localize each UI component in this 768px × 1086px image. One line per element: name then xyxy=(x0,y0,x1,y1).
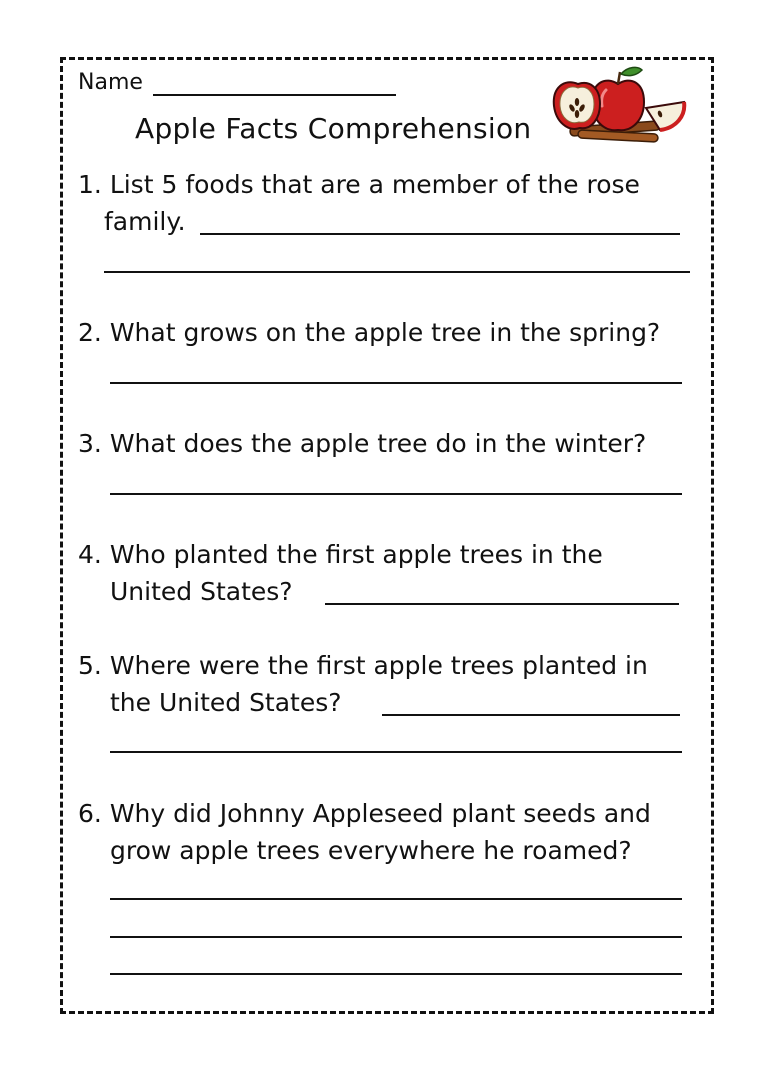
question-text: List 5 foods that are a member of the rose xyxy=(109,170,640,199)
question-text: Who planted the first apple trees in the xyxy=(109,540,603,569)
answer-line[interactable] xyxy=(200,233,680,235)
question-number: 5. xyxy=(78,651,102,680)
question-4 xyxy=(78,540,603,569)
question-text: What grows on the apple tree in the spring? xyxy=(109,318,661,347)
question-3 xyxy=(78,429,646,458)
question-text: Where were the first apple trees planted in xyxy=(109,651,648,680)
answer-line[interactable] xyxy=(110,382,682,384)
question-1 xyxy=(78,170,640,199)
question-text: What does the apple tree do in the winter? xyxy=(109,429,647,458)
question-6 xyxy=(78,799,651,828)
question-5 xyxy=(78,651,648,680)
answer-line[interactable] xyxy=(110,936,682,938)
question-2 xyxy=(78,318,660,347)
name-label: Name xyxy=(78,70,143,95)
apple-cinnamon-icon xyxy=(548,62,688,146)
answer-line[interactable] xyxy=(104,271,690,273)
question-number: 1. xyxy=(78,170,102,199)
answer-line[interactable] xyxy=(382,714,680,716)
answer-line[interactable] xyxy=(110,493,682,495)
question-number: 4. xyxy=(78,540,102,569)
answer-line[interactable] xyxy=(325,603,679,605)
question-5-continued: the United States? xyxy=(110,688,342,717)
question-number: 2. xyxy=(78,318,102,347)
question-number: 6. xyxy=(78,799,102,828)
answer-line[interactable] xyxy=(110,751,682,753)
question-text: Why did Johnny Appleseed plant seeds and xyxy=(109,799,651,828)
question-1-continued: family. xyxy=(104,207,186,236)
answer-line[interactable] xyxy=(110,973,682,975)
page-title: Apple Facts Comprehension xyxy=(135,112,532,145)
answer-line[interactable] xyxy=(110,898,682,900)
question-4-continued: United States? xyxy=(110,577,293,606)
question-number: 3. xyxy=(78,429,102,458)
name-answer-line[interactable] xyxy=(153,94,396,96)
question-6-continued: grow apple trees everywhere he roamed? xyxy=(110,836,632,865)
worksheet-border xyxy=(60,57,714,1014)
